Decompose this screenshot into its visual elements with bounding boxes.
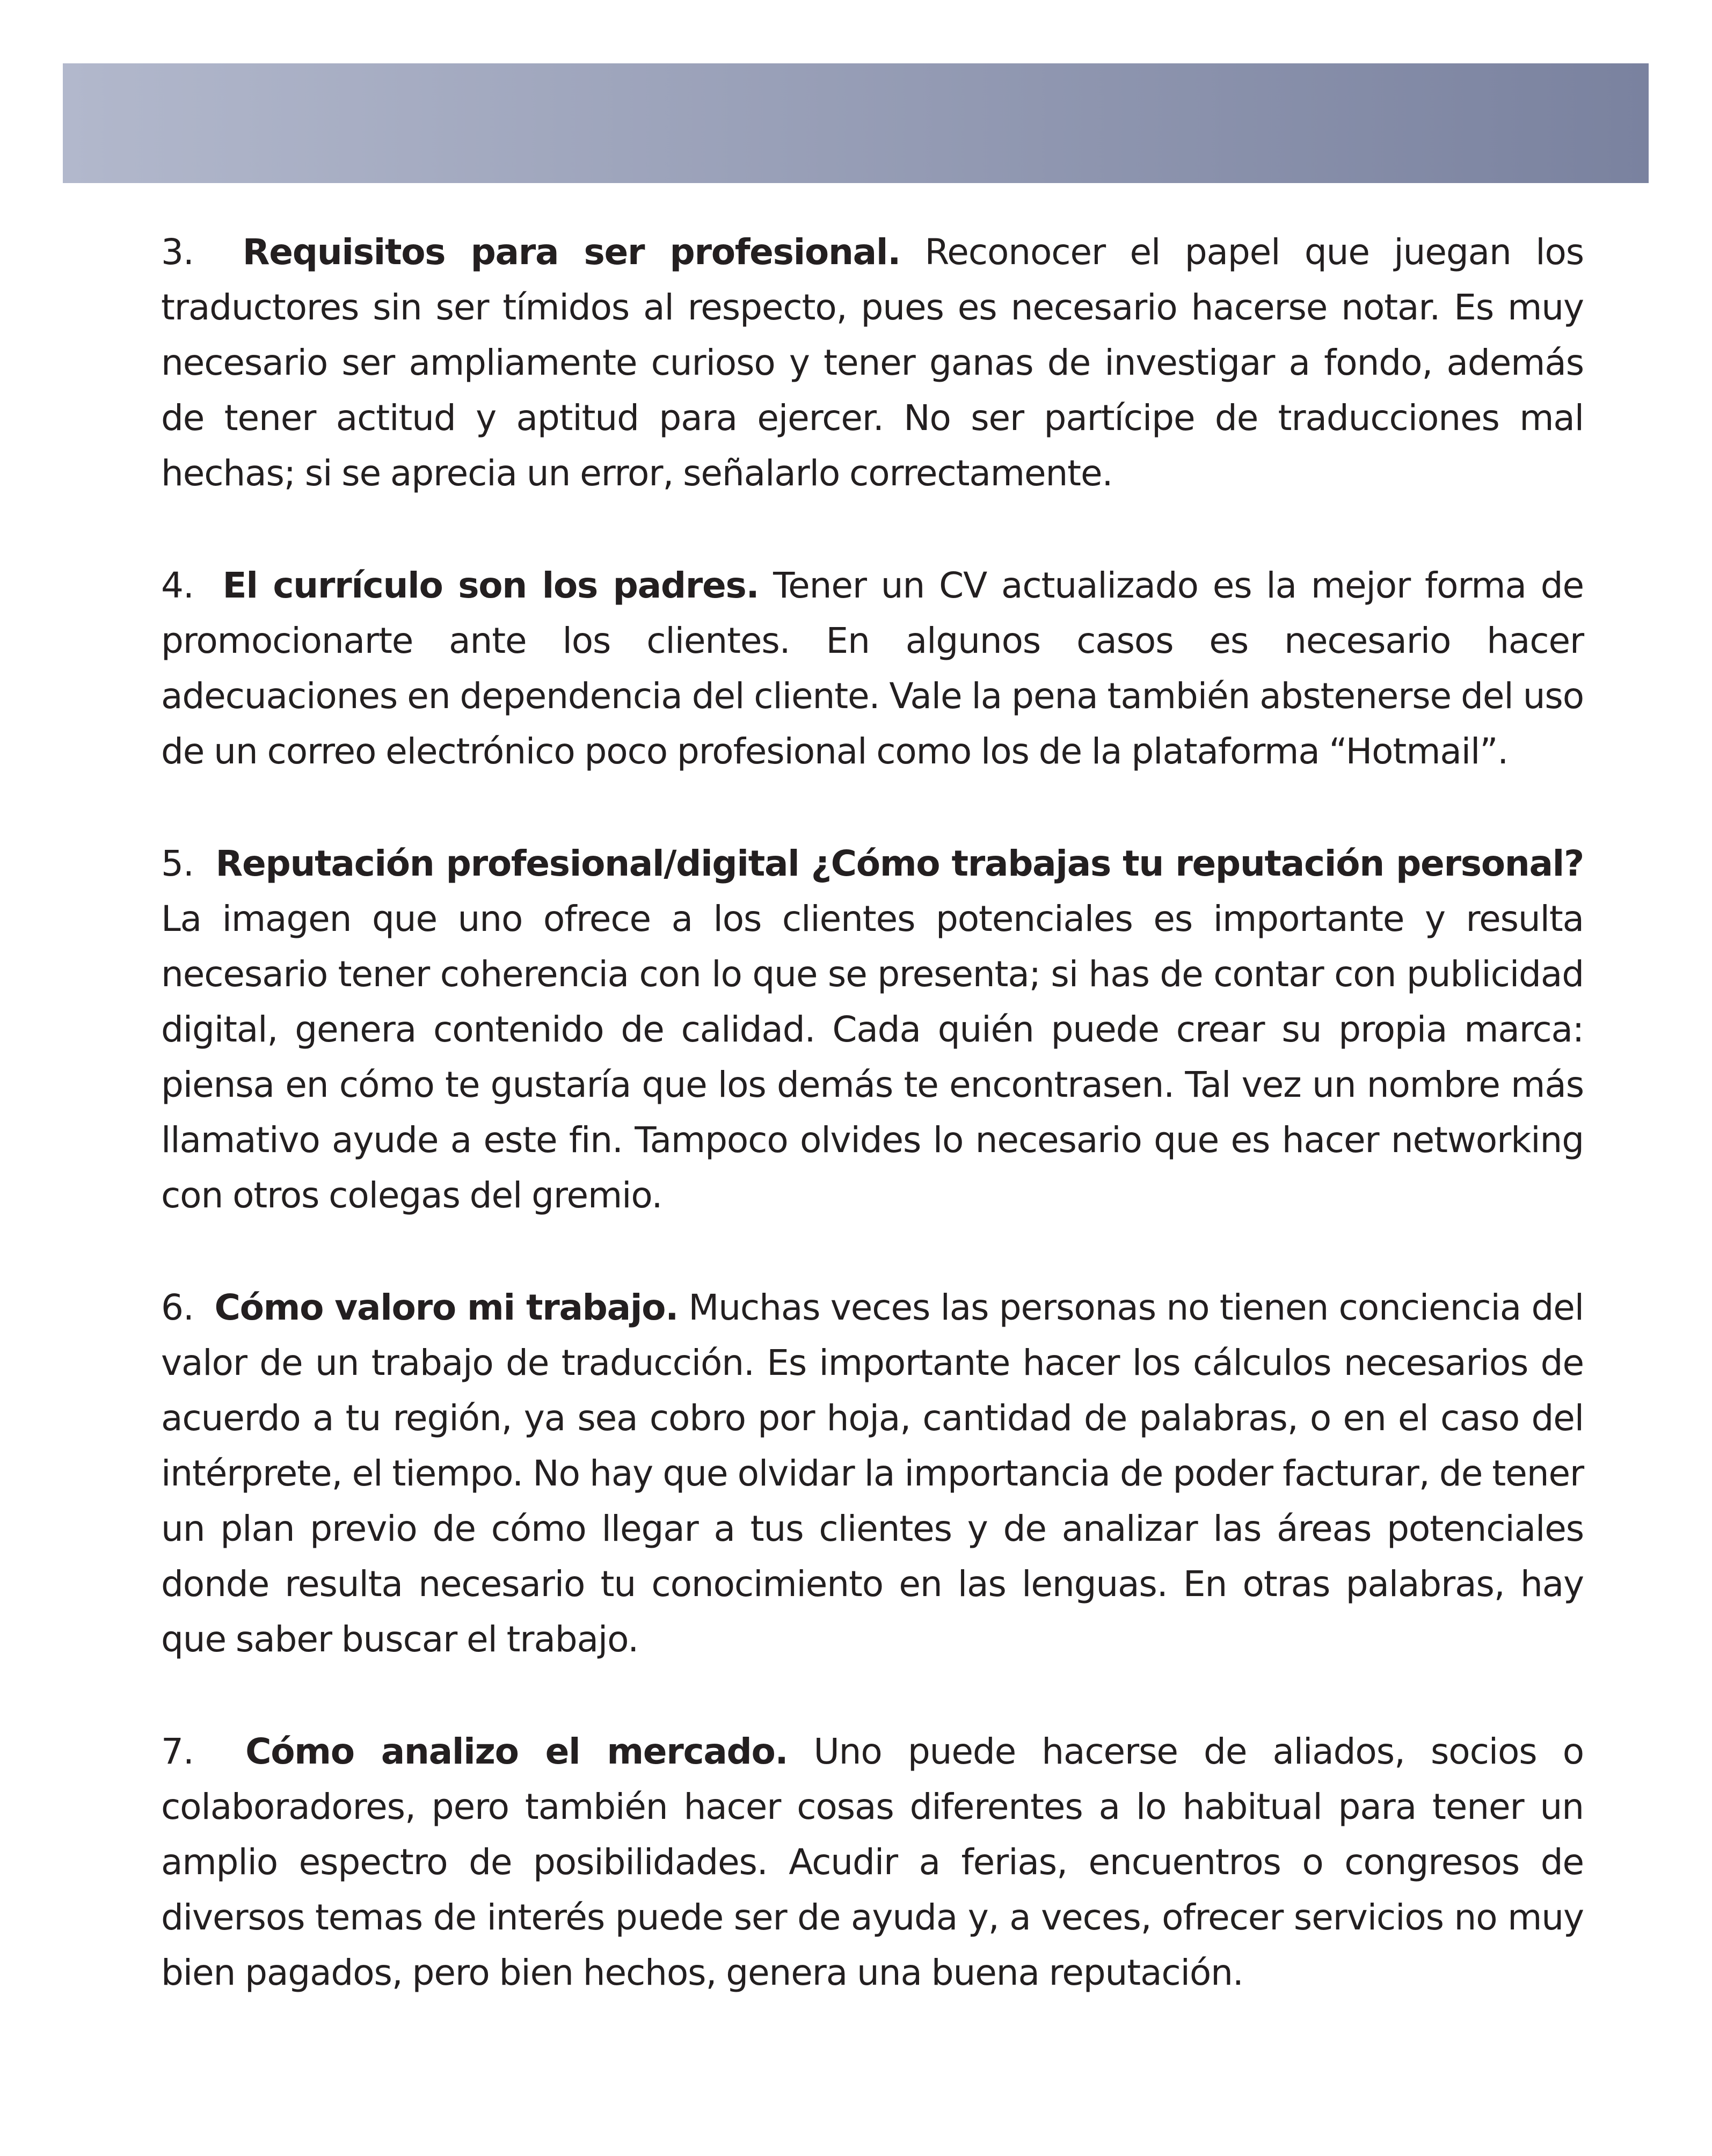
- item-body: Muchas veces las personas no tienen conciencia del valor de un trabajo de traducción. Es importante hacer los cálculos necesarios de acuerdo a tu región, ya sea cobro por hoja, cantidad de palabras, o en el caso del intérprete, el tiempo. No hay que olvidar la importancia de poder facturar, de tener un plan previo de cómo llegar a tus clientes y de analizar las áreas potenciales donde resulta necesario tu conocimiento en las lenguas. En otras palabras, hay que saber buscar el trabajo.: [161, 1287, 1584, 1660]
- list-item: [161, 1280, 1584, 1667]
- item-heading: Cómo valoro mi trabajo.: [214, 1287, 678, 1328]
- item-number: 4.: [161, 565, 194, 606]
- item-number: 3.: [161, 231, 194, 273]
- item-body: La imagen que uno ofrece a los clientes potenciales es importante y resulta necesario tener coherencia con lo que se presenta; si has de contar con publicidad digital, genera contenido de calidad. Cada quién puede crear su propia marca: piensa en cómo te gustaría que los demás te encontrasen. Tal vez un nombre más llamativo ayude a este fin. Tampoco olvides lo necesario que es hacer networking con otros colegas del gremio.: [161, 898, 1584, 1216]
- item-body: Reconocer el papel que juegan los traductores sin ser tímidos al respecto, pues es necesario hacerse notar. Es muy necesario ser ampliamente curioso y tener ganas de investigar a fondo, además de tener actitud y aptitud para ejercer. No ser partícipe de traducciones mal hechas; si se aprecia un error, señalarlo correctamente.: [161, 231, 1584, 494]
- item-number: 5.: [161, 843, 194, 884]
- article-body: [161, 224, 1584, 2000]
- item-heading: Requisitos para ser profesional.: [242, 231, 900, 273]
- item-heading: El currículo son los padres.: [222, 565, 759, 606]
- item-body: Uno puede hacerse de aliados, socios o colaboradores, pero también hacer cosas diferentes a lo habitual para tener un amplio espectro de posibilidades. Acudir a ferias, encuentros o congresos de diversos temas de interés puede ser de ayuda y, a veces, ofrecer servicios no muy bien pagados, pero bien hechos, genera una buena reputación.: [161, 1731, 1584, 1993]
- header-band: [63, 63, 1649, 183]
- item-heading: Reputación profesional/digital ¿Cómo trabajas tu reputación personal?: [215, 843, 1584, 884]
- item-body: Tener un CV actualizado es la mejor forma de promocionarte ante los clientes. En algunos casos es necesario hacer adecuaciones en dependencia del cliente. Vale la pena también abstenerse del uso de un correo electrónico poco profesional como los de la plataforma “Hotmail”.: [161, 565, 1584, 772]
- item-number: 6.: [161, 1287, 194, 1328]
- item-heading: Cómo analizo el mercado.: [245, 1731, 788, 1772]
- list-item: [161, 224, 1584, 501]
- item-number: 7.: [161, 1731, 194, 1772]
- list-item: [161, 1724, 1584, 2000]
- list-item: [161, 558, 1584, 779]
- list-item: [161, 836, 1584, 1223]
